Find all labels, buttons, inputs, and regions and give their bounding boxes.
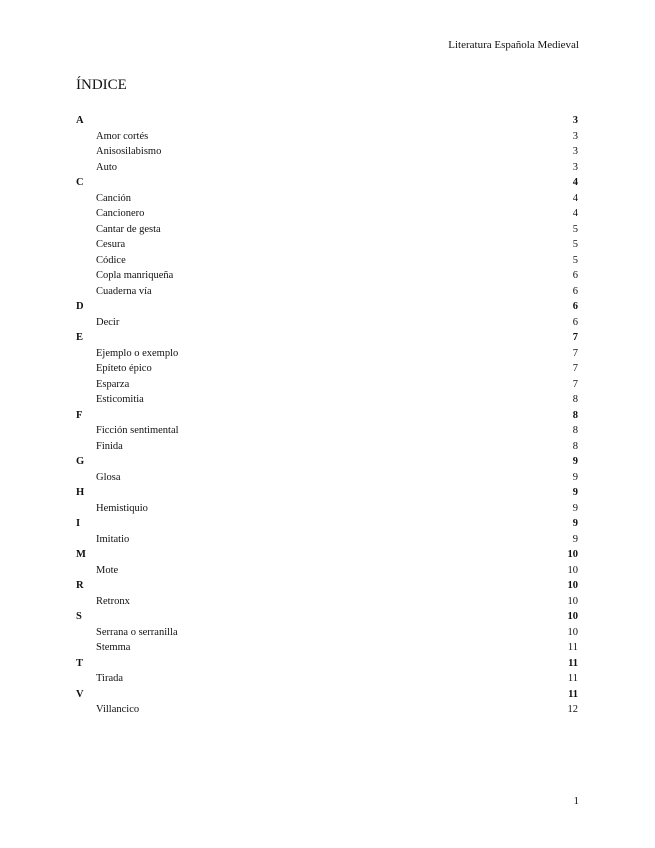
toc-entry-label: Ficción sentimental bbox=[96, 425, 179, 436]
toc-page-ref: 10 bbox=[567, 549, 578, 560]
toc-entry bbox=[76, 160, 578, 176]
toc-entry-label: Ejemplo o exemplo bbox=[96, 347, 179, 359]
toc-entry-label: Serrana o serranilla bbox=[96, 626, 178, 638]
toc-entry-label: Cancionero bbox=[96, 208, 145, 219]
toc-letter-label: F bbox=[76, 409, 83, 421]
running-header: Literatura Española Medieval bbox=[448, 39, 579, 51]
toc-page-ref: 11 bbox=[568, 688, 578, 700]
toc-page-ref: 9 bbox=[572, 533, 578, 545]
toc-entry-label: Decir bbox=[96, 316, 120, 328]
toc-entry bbox=[76, 501, 578, 517]
toc-letter-label: G bbox=[76, 456, 85, 467]
toc-page-ref: 6 bbox=[572, 301, 578, 312]
toc-page-ref: 6 bbox=[572, 285, 578, 297]
toc-entry-label: Anisosilabismo bbox=[96, 146, 162, 157]
toc-page-ref: 11 bbox=[567, 673, 578, 684]
toc-letter-heading bbox=[76, 330, 578, 346]
toc-page-ref: 12 bbox=[567, 704, 578, 715]
toc-entry-label: Glosa bbox=[96, 471, 121, 483]
toc-entry bbox=[76, 253, 578, 269]
toc-letter-label: V bbox=[76, 688, 84, 700]
toc-page-ref: 10 bbox=[567, 580, 578, 591]
toc-page-ref: 3 bbox=[572, 161, 578, 173]
toc-page-ref: 9 bbox=[572, 471, 578, 483]
toc-entry-label: Cesura bbox=[96, 239, 126, 250]
toc-page-ref: 6 bbox=[572, 316, 578, 328]
toc-letter-label: E bbox=[76, 332, 84, 343]
toc-letter-label: H bbox=[76, 487, 85, 498]
toc-entry bbox=[76, 532, 578, 548]
toc-entry-label: Códice bbox=[96, 254, 126, 266]
toc-page-ref: 8 bbox=[572, 394, 578, 405]
toc-page-ref: 7 bbox=[572, 378, 578, 390]
toc-entry-label: Auto bbox=[96, 161, 117, 173]
toc-letter-heading bbox=[76, 408, 578, 424]
toc-page-ref: 10 bbox=[567, 564, 578, 576]
toc-entry-label: Finida bbox=[96, 440, 123, 452]
toc-letter-heading bbox=[76, 485, 578, 501]
toc-entry bbox=[76, 237, 578, 253]
toc-entry-label: Esticomitia bbox=[96, 394, 144, 405]
toc-letter-heading bbox=[76, 578, 578, 594]
toc-letter-heading bbox=[76, 547, 578, 563]
toc-page-ref: 7 bbox=[572, 332, 578, 343]
toc-page-ref: 8 bbox=[572, 425, 578, 436]
toc-letter-label: A bbox=[76, 115, 84, 126]
toc-page-ref: 3 bbox=[572, 115, 578, 126]
toc-entry bbox=[76, 392, 578, 408]
toc-entry-label: Amor cortés bbox=[96, 130, 149, 142]
toc-page-ref: 10 bbox=[567, 611, 578, 622]
toc-letter-label: I bbox=[76, 518, 81, 529]
toc-entry bbox=[76, 625, 578, 641]
toc-entry bbox=[76, 144, 578, 160]
toc-entry bbox=[76, 594, 578, 610]
toc-entry-label: Epíteto épico bbox=[96, 363, 152, 374]
toc-entry-label: Canción bbox=[96, 192, 131, 204]
toc-page-ref: 7 bbox=[572, 363, 578, 374]
toc-letter-heading bbox=[76, 175, 578, 191]
toc-letter-label: S bbox=[76, 611, 82, 622]
toc-entry-label: Villancico bbox=[96, 704, 140, 715]
toc-entry bbox=[76, 671, 578, 687]
toc-letter-heading bbox=[76, 687, 578, 703]
toc-page-ref: 9 bbox=[572, 518, 578, 529]
table-of-contents bbox=[76, 113, 578, 718]
toc-entry bbox=[76, 563, 578, 579]
toc-entry bbox=[76, 191, 578, 207]
toc-page-ref: 8 bbox=[572, 409, 578, 421]
toc-letter-label: M bbox=[76, 549, 86, 560]
toc-entry bbox=[76, 640, 578, 656]
toc-entry-label: Cuaderna vía bbox=[96, 285, 152, 297]
toc-entry bbox=[76, 377, 578, 393]
toc-page-ref: 4 bbox=[572, 208, 578, 219]
toc-entry bbox=[76, 222, 578, 238]
toc-entry-label: Copla manriqueña bbox=[96, 270, 174, 281]
toc-page-ref: 9 bbox=[572, 502, 578, 514]
toc-title: ÍNDICE bbox=[76, 77, 127, 93]
toc-letter-label: R bbox=[76, 580, 84, 591]
toc-page-ref: 5 bbox=[572, 239, 578, 250]
toc-entry bbox=[76, 361, 578, 377]
toc-entry-label: Retronx bbox=[96, 595, 130, 607]
toc-entry-label: Tirada bbox=[96, 673, 124, 684]
toc-entry bbox=[76, 702, 578, 718]
toc-letter-heading bbox=[76, 609, 578, 625]
toc-page-ref: 10 bbox=[567, 626, 578, 638]
toc-entry-label: Imitatio bbox=[96, 533, 130, 545]
toc-letter-label: D bbox=[76, 301, 84, 312]
toc-entry bbox=[76, 439, 578, 455]
toc-entry bbox=[76, 423, 578, 439]
toc-page-ref: 3 bbox=[572, 146, 578, 157]
toc-page-ref: 7 bbox=[572, 347, 578, 359]
toc-page-ref: 5 bbox=[572, 223, 578, 235]
toc-entry bbox=[76, 315, 578, 331]
toc-entry-label: Mote bbox=[96, 564, 119, 576]
toc-letter-label: T bbox=[76, 657, 84, 669]
toc-entry bbox=[76, 284, 578, 300]
toc-letter-heading bbox=[76, 113, 578, 129]
toc-page-ref: 9 bbox=[572, 456, 578, 467]
toc-page-ref: 10 bbox=[567, 595, 578, 607]
toc-entry bbox=[76, 268, 578, 284]
toc-letter-heading bbox=[76, 656, 578, 672]
toc-entry bbox=[76, 206, 578, 222]
page-number: 1 bbox=[573, 795, 579, 807]
toc-page-ref: 4 bbox=[572, 192, 578, 204]
toc-page-ref: 4 bbox=[572, 177, 578, 188]
toc-entry-label: Esparza bbox=[96, 378, 130, 390]
toc-letter-heading bbox=[76, 454, 578, 470]
toc-page-ref: 11 bbox=[568, 657, 578, 669]
toc-entry-label: Hemistiquio bbox=[96, 502, 148, 514]
toc-page-ref: 11 bbox=[567, 642, 578, 653]
toc-entry-label: Stemma bbox=[96, 642, 131, 653]
toc-page-ref: 5 bbox=[572, 254, 578, 266]
toc-letter-label: C bbox=[76, 177, 84, 188]
toc-entry bbox=[76, 470, 578, 486]
toc-page-ref: 8 bbox=[572, 440, 578, 452]
toc-letter-heading bbox=[76, 299, 578, 315]
toc-entry bbox=[76, 129, 578, 145]
toc-page-ref: 6 bbox=[572, 270, 578, 281]
toc-entry-label: Cantar de gesta bbox=[96, 223, 161, 235]
toc-page-ref: 3 bbox=[572, 130, 578, 142]
toc-letter-heading bbox=[76, 516, 578, 532]
toc-entry bbox=[76, 346, 578, 362]
toc-page-ref: 9 bbox=[572, 487, 578, 498]
